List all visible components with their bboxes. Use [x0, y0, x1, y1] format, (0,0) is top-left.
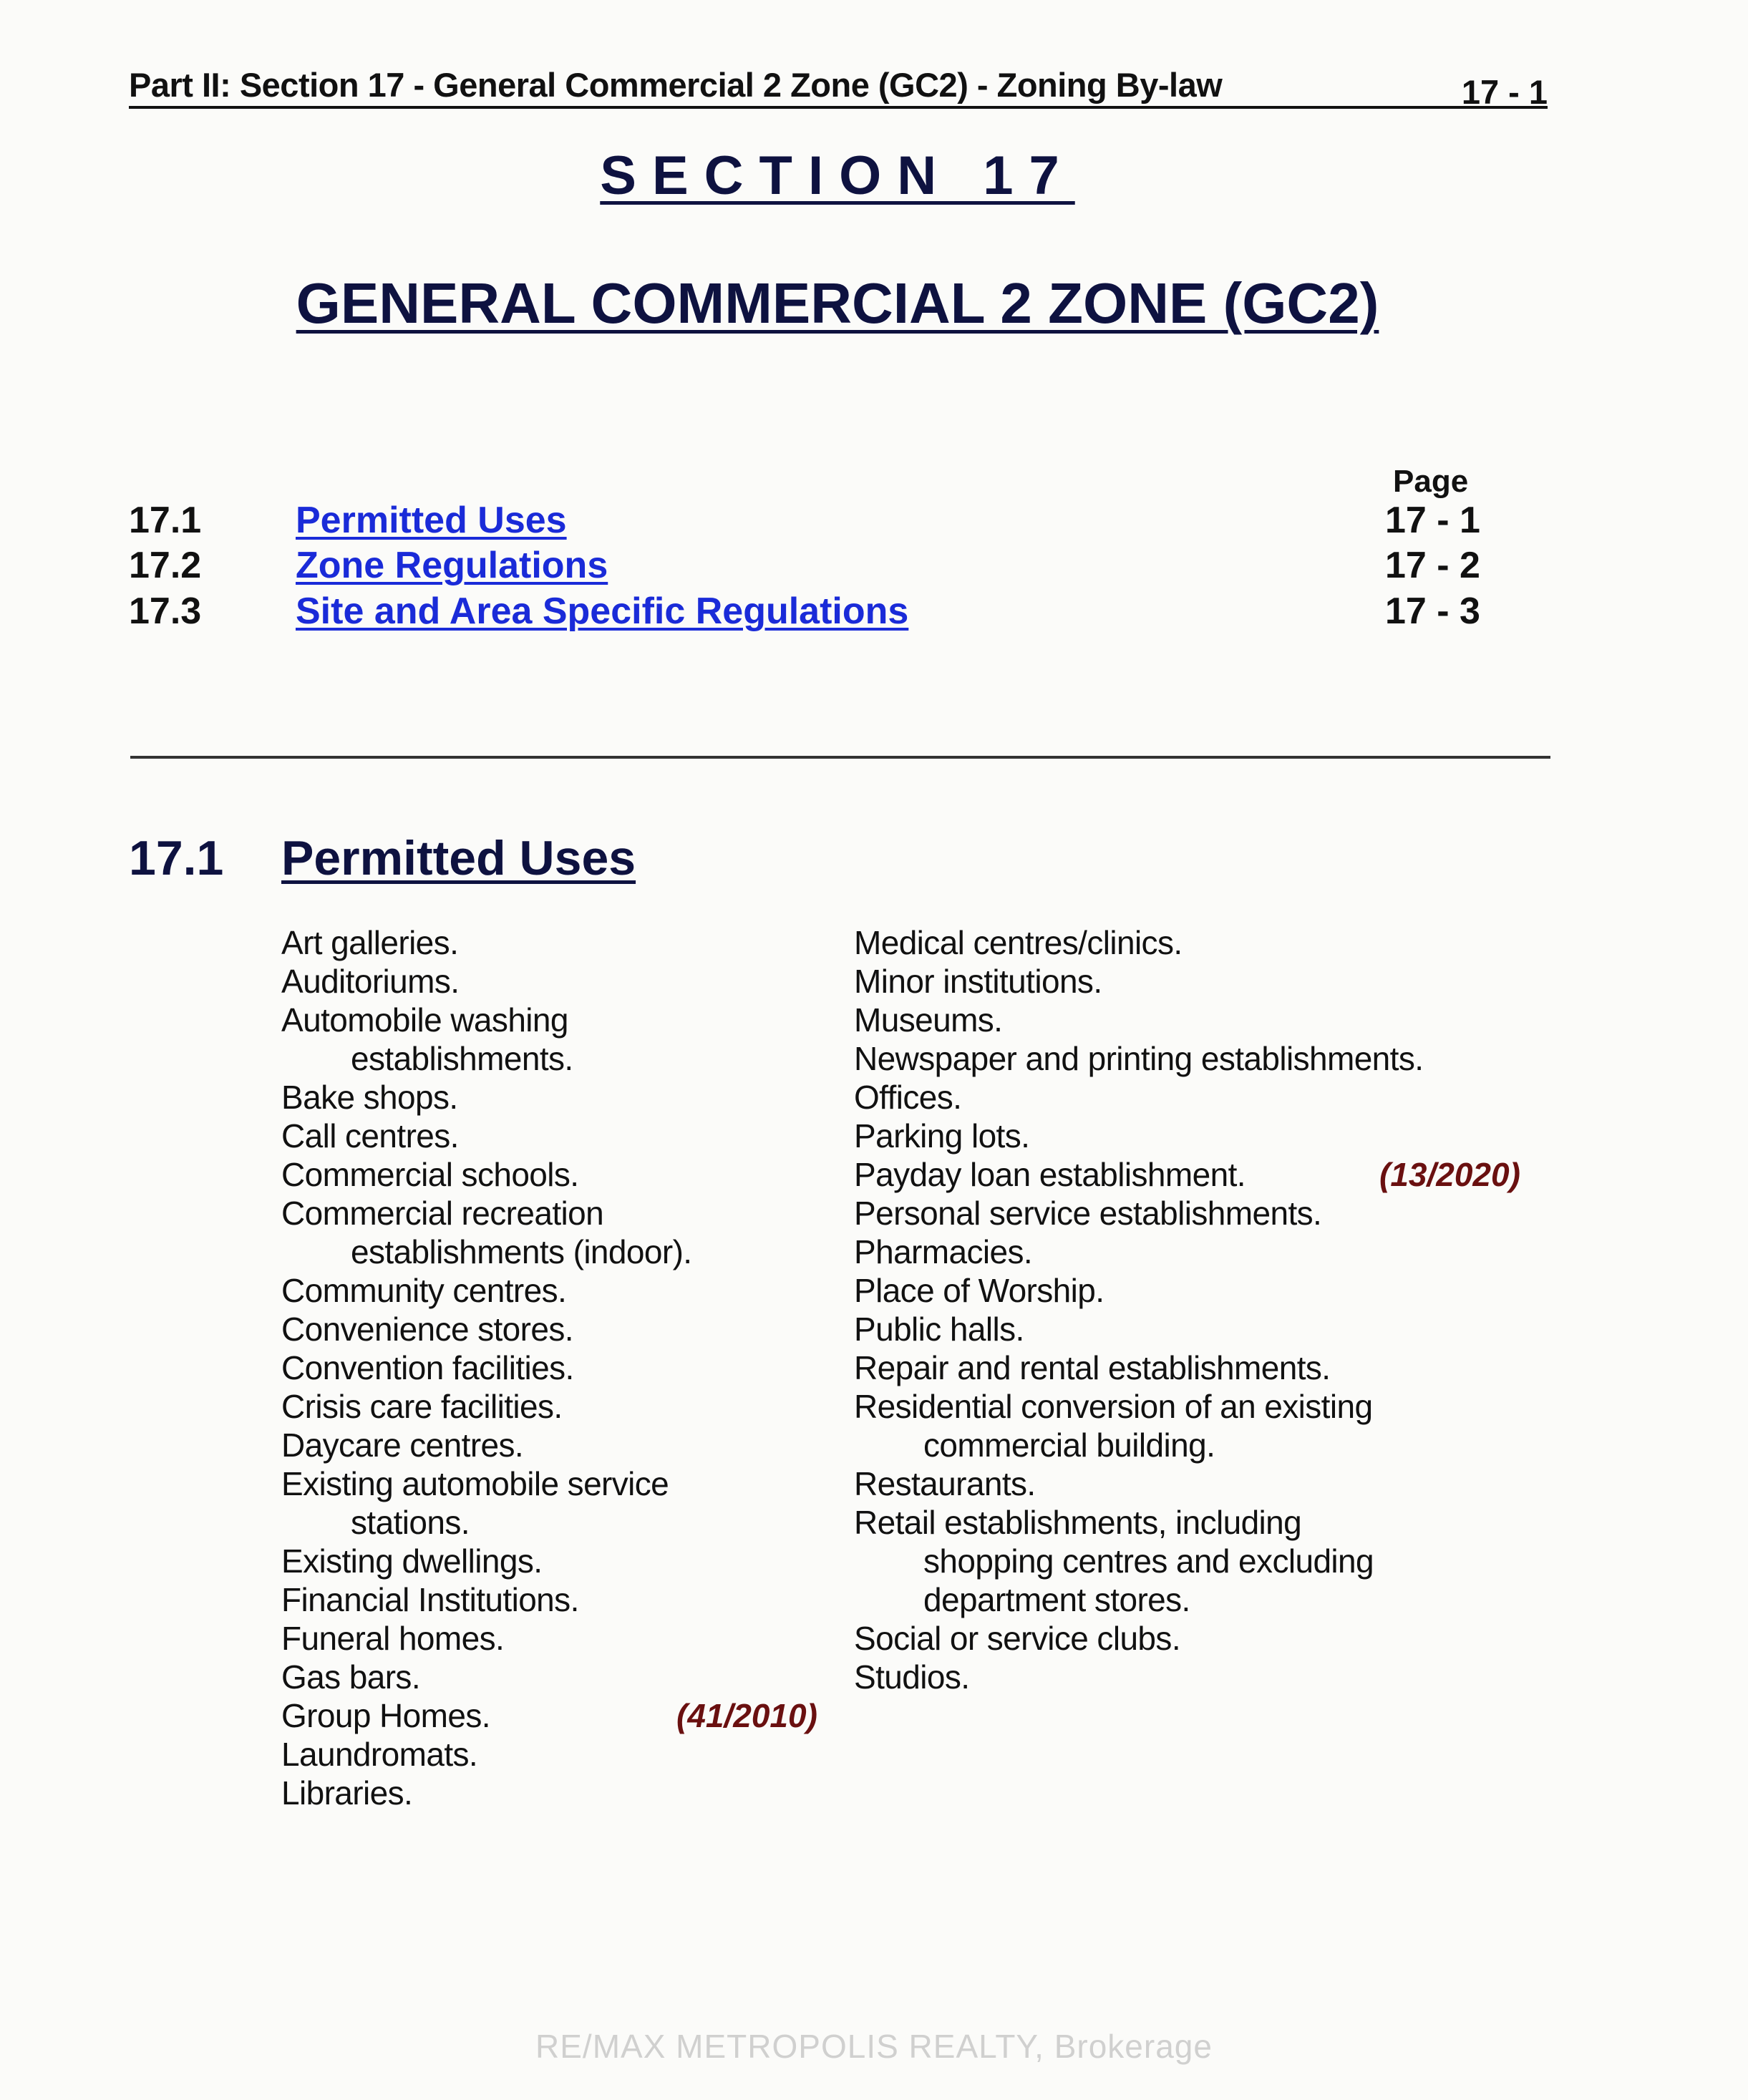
permitted-use-text: Parking lots.: [854, 1117, 1030, 1154]
permitted-use-text: Museums.: [854, 1001, 1003, 1039]
permitted-use-text: Daycare centres.: [281, 1426, 524, 1464]
permitted-use-item: [854, 962, 1541, 1001]
toc-link-zone-regulations[interactable]: Zone Regulations: [296, 545, 608, 586]
permitted-use-item: [281, 1619, 825, 1658]
toc-number: 17.3: [129, 590, 202, 632]
toc-row: [129, 499, 1560, 545]
toc-link-permitted-uses[interactable]: Permitted Uses: [296, 500, 567, 541]
permitted-use-item: [854, 1117, 1541, 1155]
toc-row: [129, 590, 1560, 636]
permitted-uses-right-column: [854, 923, 1541, 1696]
permitted-use-continuation: department stores.: [923, 1581, 1190, 1618]
toc-number: 17.1: [129, 500, 202, 541]
permitted-use-item: [854, 1310, 1541, 1348]
permitted-use-item: [854, 1001, 1541, 1039]
permitted-use-item: [854, 1194, 1541, 1233]
subsection-number: 17.1: [129, 831, 224, 885]
permitted-use-text: Community centres.: [281, 1272, 567, 1309]
permitted-use-text: Funeral homes.: [281, 1620, 505, 1657]
permitted-use-text: Personal service establishments.: [854, 1195, 1322, 1232]
permitted-use-item: [854, 1464, 1541, 1503]
permitted-use-item: [854, 1233, 1541, 1271]
permitted-use-item: [281, 1426, 825, 1464]
permitted-use-text: Laundromats.: [281, 1736, 478, 1773]
permitted-use-text: Existing automobile service: [281, 1465, 669, 1502]
toc-page-number: 17 - 3: [1385, 590, 1480, 632]
permitted-use-item: [281, 1001, 825, 1078]
permitted-use-item: [854, 1039, 1541, 1078]
permitted-use-item: [854, 1348, 1541, 1387]
permitted-use-item: [281, 923, 825, 962]
permitted-use-continuation: establishments (indoor).: [351, 1233, 692, 1270]
permitted-use-item: [854, 1078, 1541, 1117]
permitted-use-item: [281, 1696, 825, 1735]
permitted-use-item: [281, 1348, 825, 1387]
permitted-use-item: [854, 1155, 1541, 1194]
section-divider: [130, 756, 1550, 759]
permitted-use-item: [854, 923, 1541, 962]
permitted-use-text: Studios.: [854, 1658, 970, 1696]
permitted-use-text: Residential conversion of an existing: [854, 1388, 1373, 1425]
permitted-use-item: [854, 1658, 1541, 1696]
amendment-reference: (41/2010): [676, 1697, 817, 1734]
toc-page-number: 17 - 1: [1385, 500, 1480, 541]
permitted-use-text: Auditoriums.: [281, 963, 460, 1000]
permitted-use-item: [281, 1387, 825, 1426]
permitted-use-item: [281, 1310, 825, 1348]
permitted-use-text: Call centres.: [281, 1117, 459, 1154]
permitted-use-item: [854, 1387, 1541, 1464]
permitted-use-text: Art galleries.: [281, 924, 459, 961]
permitted-use-item: [281, 1580, 825, 1619]
permitted-use-item: [854, 1503, 1541, 1619]
permitted-use-text: Retail establishments, including: [854, 1504, 1302, 1541]
permitted-use-item: [281, 962, 825, 1001]
toc-link-site-area-regulations[interactable]: Site and Area Specific Regulations: [296, 590, 909, 632]
permitted-use-item: [281, 1542, 825, 1580]
permitted-use-text: Convenience stores.: [281, 1311, 573, 1348]
permitted-use-text: Group Homes.: [281, 1697, 490, 1734]
permitted-use-item: [281, 1271, 825, 1310]
permitted-use-item: [281, 1735, 825, 1774]
permitted-use-item: [281, 1774, 825, 1812]
permitted-use-item: [854, 1619, 1541, 1658]
running-header: [129, 63, 1548, 109]
toc-page-number: 17 - 2: [1385, 545, 1480, 586]
permitted-use-text: Commercial recreation: [281, 1195, 604, 1232]
permitted-use-text: Newspaper and printing establishments.: [854, 1040, 1424, 1077]
permitted-use-item: [281, 1464, 825, 1542]
permitted-use-item: [281, 1078, 825, 1117]
permitted-use-item: [281, 1658, 825, 1696]
permitted-use-text: Restaurants.: [854, 1465, 1036, 1502]
permitted-use-text: Gas bars.: [281, 1658, 421, 1696]
permitted-use-text: Commercial schools.: [281, 1156, 579, 1193]
subsection-title: Permitted Uses: [281, 831, 636, 885]
permitted-use-text: Libraries.: [281, 1774, 413, 1812]
permitted-use-item: [281, 1194, 825, 1271]
permitted-use-text: Pharmacies.: [854, 1233, 1033, 1270]
brokerage-watermark: RE/MAX METROPOLIS REALTY, Brokerage: [535, 2028, 1213, 2065]
permitted-use-text: Medical centres/clinics.: [854, 924, 1183, 961]
permitted-use-text: Existing dwellings.: [281, 1542, 543, 1580]
permitted-use-item: [281, 1155, 825, 1194]
permitted-use-text: Repair and rental establishments.: [854, 1349, 1331, 1386]
zone-title: GENERAL COMMERCIAL 2 ZONE (GC2): [296, 271, 1379, 335]
permitted-use-text: Automobile washing: [281, 1001, 568, 1039]
permitted-use-item: [854, 1271, 1541, 1310]
permitted-use-continuation: commercial building.: [923, 1426, 1215, 1464]
header-page-number: 17 - 1: [1461, 73, 1548, 111]
toc-number: 17.2: [129, 545, 202, 586]
toc-page-heading: Page: [1393, 464, 1469, 499]
permitted-use-text: Bake shops.: [281, 1079, 458, 1116]
permitted-use-text: Financial Institutions.: [281, 1581, 579, 1618]
permitted-use-item: [281, 1117, 825, 1155]
permitted-use-text: Offices.: [854, 1079, 962, 1116]
permitted-use-continuation: stations.: [351, 1504, 470, 1541]
section-title: SECTION 17: [600, 145, 1075, 206]
amendment-reference: (13/2020): [1379, 1156, 1520, 1193]
permitted-use-text: Payday loan establishment.: [854, 1156, 1246, 1193]
permitted-use-text: Minor institutions.: [854, 963, 1102, 1000]
permitted-use-text: Place of Worship.: [854, 1272, 1104, 1309]
permitted-use-continuation: shopping centres and excluding: [923, 1542, 1374, 1580]
permitted-uses-left-column: [281, 923, 825, 1812]
header-title: Part II: Section 17 - General Commercial 2 Zone (GC2) - Zoning By-law: [129, 66, 1223, 104]
permitted-use-text: Crisis care facilities.: [281, 1388, 563, 1425]
permitted-use-text: Convention facilities.: [281, 1349, 574, 1386]
permitted-use-text: Public halls.: [854, 1311, 1024, 1348]
toc-row: [129, 544, 1560, 590]
permitted-use-continuation: establishments.: [351, 1040, 573, 1077]
permitted-use-text: Social or service clubs.: [854, 1620, 1180, 1657]
